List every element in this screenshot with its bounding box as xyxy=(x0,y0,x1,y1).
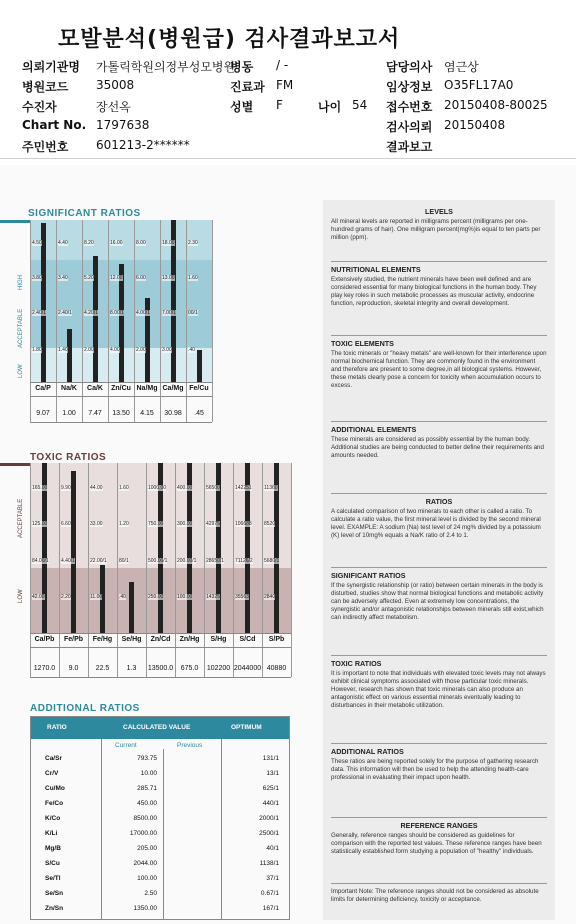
value-label: 4.15 xyxy=(140,410,154,417)
column-divider xyxy=(175,463,176,677)
ratio-bar xyxy=(41,223,46,382)
column-optimum: OPTIMUM xyxy=(231,724,262,731)
value-label: 22.5 xyxy=(95,665,110,672)
value-label: 7.47 xyxy=(88,410,102,417)
tick-label: 80/1 xyxy=(119,558,129,564)
column-divider xyxy=(117,463,118,677)
value-label: 9.0 xyxy=(68,665,79,672)
ratio-name: Cr/V xyxy=(45,770,59,777)
optimum-value: 167/1 xyxy=(262,905,279,912)
category-label: Ca/Mg xyxy=(162,385,184,392)
info-divider xyxy=(331,261,547,262)
header-value: / - xyxy=(276,58,289,72)
header-label: 결과보고 xyxy=(386,140,433,154)
tick-label: 00/1 xyxy=(188,310,198,316)
tick-label: 44.00 xyxy=(90,485,103,491)
column-divider xyxy=(233,463,234,677)
ratio-name: Se/Tl xyxy=(45,875,61,882)
tick-label: 33.00 xyxy=(90,521,103,527)
tick-label: 8.00/1 xyxy=(110,310,124,316)
optimum-value: 625/1 xyxy=(262,785,279,792)
current-value: 793.75 xyxy=(137,755,157,762)
column-calculated: CALCULATED VALUE xyxy=(123,724,191,731)
column-divider xyxy=(221,739,222,919)
current-value: 285.71 xyxy=(137,785,157,792)
current-value: 8500.00 xyxy=(133,815,157,822)
tick-label: 1.80 xyxy=(32,347,42,353)
value-label: 9.07 xyxy=(36,410,50,417)
value-label: 13.50 xyxy=(112,410,130,417)
info-text: These minerals are considered as possibly essential by the human body. Additional studies are being conducted to better define their requirements and amounts needed. xyxy=(331,436,544,459)
info-block xyxy=(331,748,547,782)
info-divider xyxy=(331,743,547,744)
info-divider xyxy=(331,421,547,422)
tick-label: 2.00 xyxy=(136,347,146,353)
category-label: Fe/Cu xyxy=(189,385,209,392)
header-label: 진료과 xyxy=(230,80,265,94)
tick-label: 106688 xyxy=(235,521,252,527)
column-divider xyxy=(146,463,147,677)
info-heading: REFERENCE RANGES xyxy=(400,821,478,830)
tick-label: 4.40 xyxy=(58,240,68,246)
value-label: 1.00 xyxy=(62,410,76,417)
header-label: 임상정보 xyxy=(386,80,433,94)
info-text: If the synergistic relationship (or ratio) between certain minerals in the body is disturbed, studies show that normal biological functions and metabolic activity can be adversely affected. Even at extremely low concentrations, the synergistic and/or antagonistic relationships between minerals still exist,which can indirectly affect metabolism. xyxy=(331,582,544,621)
info-heading: SIGNIFICANT RATIOS xyxy=(331,571,406,580)
header-value: 20150408 xyxy=(444,118,506,132)
tick-label: 2.40/1 xyxy=(58,310,72,316)
optimum-value: 131/1 xyxy=(262,755,279,762)
chart-divider xyxy=(30,396,212,397)
header-label: Chart No. xyxy=(22,118,87,132)
tick-label: 200.00/1 xyxy=(177,558,197,564)
optimum-value: 13/1 xyxy=(266,770,279,777)
header-label: 담당의사 xyxy=(386,60,433,74)
info-block xyxy=(331,208,547,242)
info-block xyxy=(331,426,547,460)
tick-label: 6.00 xyxy=(136,275,146,281)
header-label: 성별 xyxy=(230,100,254,114)
chart-divider xyxy=(30,382,212,383)
info-heading: RATIOS xyxy=(425,497,453,506)
info-block xyxy=(331,572,547,622)
current-value: 450.00 xyxy=(137,800,157,807)
tick-label: 1000.00 xyxy=(148,485,167,491)
tick-label: 165.00 xyxy=(32,485,48,491)
tick-label: 142251 xyxy=(235,485,252,491)
category-label: Na/K xyxy=(61,385,77,392)
significant-ratios-chart xyxy=(0,220,210,430)
category-label: Zn/Hg xyxy=(179,636,200,643)
category-label: Ca/Pb xyxy=(34,636,55,643)
header-value: 54 xyxy=(352,98,368,112)
additional-ratios-title: ADDITIONAL RATIOS xyxy=(30,703,140,714)
header-value: 601213-2****** xyxy=(96,138,190,152)
tick-label: 16.00 xyxy=(110,240,123,246)
info-heading: TOXIC RATIOS xyxy=(331,659,382,668)
header-value: 20150408-80025 xyxy=(444,98,548,112)
value-label: 1270.0 xyxy=(33,665,56,672)
header-label: 검사의뢰 xyxy=(386,120,433,134)
side-label-low: LOW xyxy=(18,589,24,603)
column-divider xyxy=(163,749,164,919)
column-divider xyxy=(88,463,89,677)
tick-label: 1.40 xyxy=(58,347,68,353)
ratio-bar xyxy=(119,264,124,382)
tick-label: 6.60 xyxy=(61,521,71,527)
chart-divider xyxy=(30,422,212,423)
header-value: F xyxy=(276,98,283,112)
tick-label: 300.00 xyxy=(177,521,193,527)
tick-label: 1.60 xyxy=(119,485,129,491)
info-divider xyxy=(331,883,547,884)
value-label: 2044000 xyxy=(233,665,262,672)
column-divider xyxy=(291,463,292,677)
value-label: 1.3 xyxy=(126,665,137,672)
column-divider xyxy=(204,463,205,677)
optimum-value: 0.67/1 xyxy=(260,890,279,897)
tick-label: 1.60 xyxy=(188,275,198,281)
optimum-value: 40/1 xyxy=(266,845,279,852)
info-divider xyxy=(331,655,547,656)
column-divider xyxy=(101,739,102,919)
category-label: Zn/Cu xyxy=(111,385,131,392)
tick-label: 42.00 xyxy=(32,594,45,600)
ratio-name: Cu/Mo xyxy=(45,785,65,792)
info-block xyxy=(331,266,547,308)
info-block xyxy=(331,888,547,904)
header-label: 의뢰기관명 xyxy=(22,60,80,74)
header-label: 접수번호 xyxy=(386,100,433,114)
tick-label: 42975 xyxy=(206,521,220,527)
info-heading: TOXIC ELEMENTS xyxy=(331,339,394,348)
ratio-bar xyxy=(71,471,76,633)
side-label-high: HIGH xyxy=(18,275,24,290)
current-value: 10.00 xyxy=(140,770,157,777)
tick-label: 3.80 xyxy=(32,275,42,281)
tick-label: 125.00 xyxy=(32,521,48,527)
header-value: 장선옥 xyxy=(96,100,131,114)
tick-label: 2.30 xyxy=(188,240,198,246)
ratio-bar xyxy=(197,350,202,382)
value-label: 30.98 xyxy=(164,410,182,417)
tick-label: 2840 xyxy=(264,594,276,600)
column-divider xyxy=(59,463,60,677)
info-text: Important Note: The reference ranges should not be considered as absolute limits for determining deficiency, toxicity or acceptance. xyxy=(331,888,539,903)
significant-ratios-title: SIGNIFICANT RATIOS xyxy=(28,208,141,219)
column-divider xyxy=(262,463,263,677)
info-text: A calculated comparison of two minerals to each other is called a ratio. To calculate a ratio value, the first mineral level is divided by the second mineral level. EXAMPLE: A sodium (Na) test level of 24 mg% divided by a potassium (K) level of 10mg% equals a Na/K ratio of 2.4 to 1. xyxy=(331,508,541,539)
header-label: 주민번호 xyxy=(22,140,69,154)
tick-label: 18.00 xyxy=(162,240,175,246)
subhead-previous: Previous xyxy=(177,742,203,749)
value-label: 102200 xyxy=(206,665,231,672)
side-label-acceptable: ACCEPTABLE xyxy=(18,308,24,348)
tick-label: 8520 xyxy=(264,521,276,527)
tick-label: 5.20 xyxy=(84,275,94,281)
category-label: S/Pb xyxy=(268,636,285,643)
current-value: 1350.00 xyxy=(133,905,157,912)
optimum-value: 2500/1 xyxy=(259,830,279,837)
tick-label: 84.00/1 xyxy=(32,558,49,564)
tick-label: 8.00 xyxy=(136,240,146,246)
tick-label: 3.00 xyxy=(162,347,172,353)
category-label: Na/Mg xyxy=(136,385,158,392)
info-divider xyxy=(331,335,547,336)
info-block xyxy=(331,660,547,710)
category-label: Ca/P xyxy=(35,385,51,392)
current-value: 2.50 xyxy=(144,890,157,897)
toxic-ratios-chart xyxy=(0,463,292,685)
tick-label: 500.00/1 xyxy=(148,558,168,564)
info-text: All mineral levels are reported in milligrams percent (milligrams per one-hundred grams of hair). One milligram percent(mg%)is equal to ten parts per million (ppm). xyxy=(331,218,541,241)
tick-label: 2.00 xyxy=(84,347,94,353)
ratio-bar xyxy=(129,582,134,633)
column-divider xyxy=(212,220,213,422)
category-label: Ca/K xyxy=(87,385,103,392)
info-block xyxy=(331,822,547,856)
info-divider xyxy=(331,817,547,818)
optimum-value: 2000/1 xyxy=(259,815,279,822)
header-value: 1797638 xyxy=(96,118,150,132)
tick-label: 13.00 xyxy=(162,275,175,281)
current-value: 2044.00 xyxy=(133,860,157,867)
header-label: 병원코드 xyxy=(22,80,69,94)
info-text: Generally, reference ranges should be considered as guidelines for comparison with the reported test values. These reference ranges have been statistically established form studying a population of "healthy" individuals. xyxy=(331,832,542,855)
info-text: It is important to note that individuals with elevated toxic levels may not always exhibit clinical symptoms associated with those particular toxic minerals. However, research has shown that toxic minerals can also produce an antagonistic effect on various essential minerals eventually leading to disturbances in their metabolic utilization. xyxy=(331,670,546,709)
tick-label: 4.00/1 xyxy=(136,310,150,316)
category-label: Se/Hg xyxy=(121,636,142,643)
ratio-name: Ca/Sr xyxy=(45,755,62,762)
info-block xyxy=(331,498,547,540)
info-text: The toxic minerals or "heavy metals" are well-known for their interference upon normal biochemical function. They are commonly found in the environment and therefore are present to some degree,in all biological systems. However, these metals clearly pose a concern for toxicity when accumulation occurs to excess. xyxy=(331,350,547,389)
header-value: 가톨릭학원의정부성모병원 xyxy=(96,60,236,74)
header-value: 35008 xyxy=(96,78,135,92)
header-label: 수진자 xyxy=(22,100,57,114)
tick-label: 4.00 xyxy=(110,347,120,353)
info-divider xyxy=(331,493,547,494)
tick-label: 3.40 xyxy=(58,275,68,281)
ratio-name: Mg/B xyxy=(45,845,61,852)
tick-label: 56500 xyxy=(206,485,220,491)
category-label: Fe/Pb xyxy=(63,636,84,643)
info-heading: LEVELS xyxy=(425,207,453,216)
value-label: .45 xyxy=(194,410,204,417)
info-heading: NUTRITIONAL ELEMENTS xyxy=(331,265,421,274)
header-value: FM xyxy=(276,78,294,92)
optimum-value: 37/1 xyxy=(266,875,279,882)
ratio-name: Zn/Sn xyxy=(45,905,64,912)
tick-label: 22.00/1 xyxy=(90,558,107,564)
ratio-name: Se/Sn xyxy=(45,890,64,897)
toxic-ratios-title: TOXIC RATIOS xyxy=(30,452,107,463)
current-value: 17000.00 xyxy=(129,830,157,837)
tick-label: 28650/1 xyxy=(206,558,225,564)
column-divider xyxy=(30,463,31,677)
report-title: 모발분석(병원급) 검사결과보고서 xyxy=(58,27,401,52)
subhead-current: Current xyxy=(115,742,137,749)
tick-label: 100.00 xyxy=(177,594,193,600)
tick-label: 14325 xyxy=(206,594,220,600)
tick-label: 8.20 xyxy=(84,240,94,246)
tick-label: 35563 xyxy=(235,594,249,600)
header-value: 염근상 xyxy=(444,60,479,74)
tick-label: 71126/2 xyxy=(235,558,253,564)
value-label: 13500.0 xyxy=(147,665,174,672)
info-heading: ADDITIONAL ELEMENTS xyxy=(331,425,417,434)
category-label: S/Cd xyxy=(239,636,256,643)
tick-label: 2.20 xyxy=(61,594,71,600)
info-heading: ADDITIONAL RATIOS xyxy=(331,747,404,756)
explanation-panel xyxy=(323,200,555,920)
header-label: 나이 xyxy=(318,100,342,114)
tick-label: 750.00 xyxy=(148,521,164,527)
ratio-name: S/Cu xyxy=(45,860,60,867)
tick-label: 1.20 xyxy=(119,521,129,527)
ratio-name: K/Li xyxy=(45,830,58,837)
value-label: 675.0 xyxy=(180,665,199,672)
ratio-name: K/Co xyxy=(45,815,61,822)
tick-label: 4.40/1 xyxy=(61,558,75,564)
chart-divider xyxy=(30,677,291,678)
tick-label: 4.50 xyxy=(32,240,42,246)
category-label: Fe/Hg xyxy=(92,636,113,643)
info-divider xyxy=(331,567,547,568)
ratio-name: Fe/Co xyxy=(45,800,64,807)
tick-label: 7.00/1 xyxy=(162,310,176,316)
optimum-value: 440/1 xyxy=(262,800,279,807)
additional-ratios-table xyxy=(30,716,290,920)
current-value: 205.00 xyxy=(137,845,157,852)
current-value: 100.00 xyxy=(137,875,157,882)
category-label: S/Hg xyxy=(210,636,227,643)
tick-label: .40 xyxy=(188,347,195,353)
tick-label: 2.40/1 xyxy=(32,310,46,316)
tick-label: 11360 xyxy=(264,485,278,491)
info-text: These ratios are being reported solely for the purpose of gathering research data. This information will then be used to help the attending health-care professional in evaluating their impact upon health. xyxy=(331,758,539,781)
column-ratio: RATIO xyxy=(47,724,67,731)
tick-label: 250.00 xyxy=(148,594,164,600)
header-value: O35FL17A0 xyxy=(444,78,514,92)
tick-label: 12.00 xyxy=(110,275,123,281)
tick-label: 9.90 xyxy=(61,485,71,491)
tick-label: .40 xyxy=(119,594,126,600)
info-block xyxy=(331,340,547,390)
optimum-value: 1138/1 xyxy=(259,860,279,867)
ratio-bar xyxy=(67,329,72,382)
category-label: Zn/Cd xyxy=(150,636,171,643)
info-text: Extensively studied, the nutrient minerals have been well defined and are considered essential for many biological functions in the human body. They play key roles in such metabolic processes as muscular activity, endocrine function, reproduction, skeletal integrity and overall development. xyxy=(331,276,537,307)
side-label-acceptable: ACCEPTABLE xyxy=(18,498,24,538)
header-label: 병동 xyxy=(230,60,254,74)
chart-divider xyxy=(30,633,291,634)
tick-label: 4.20/1 xyxy=(84,310,98,316)
header-divider xyxy=(0,158,576,159)
value-label: 40880 xyxy=(266,665,287,672)
side-label-low: LOW xyxy=(18,364,24,378)
tick-label: 5680/1 xyxy=(264,558,280,564)
tick-label: 11.00 xyxy=(90,594,103,600)
tick-label: 400.00 xyxy=(177,485,193,491)
chart-divider xyxy=(30,647,291,648)
